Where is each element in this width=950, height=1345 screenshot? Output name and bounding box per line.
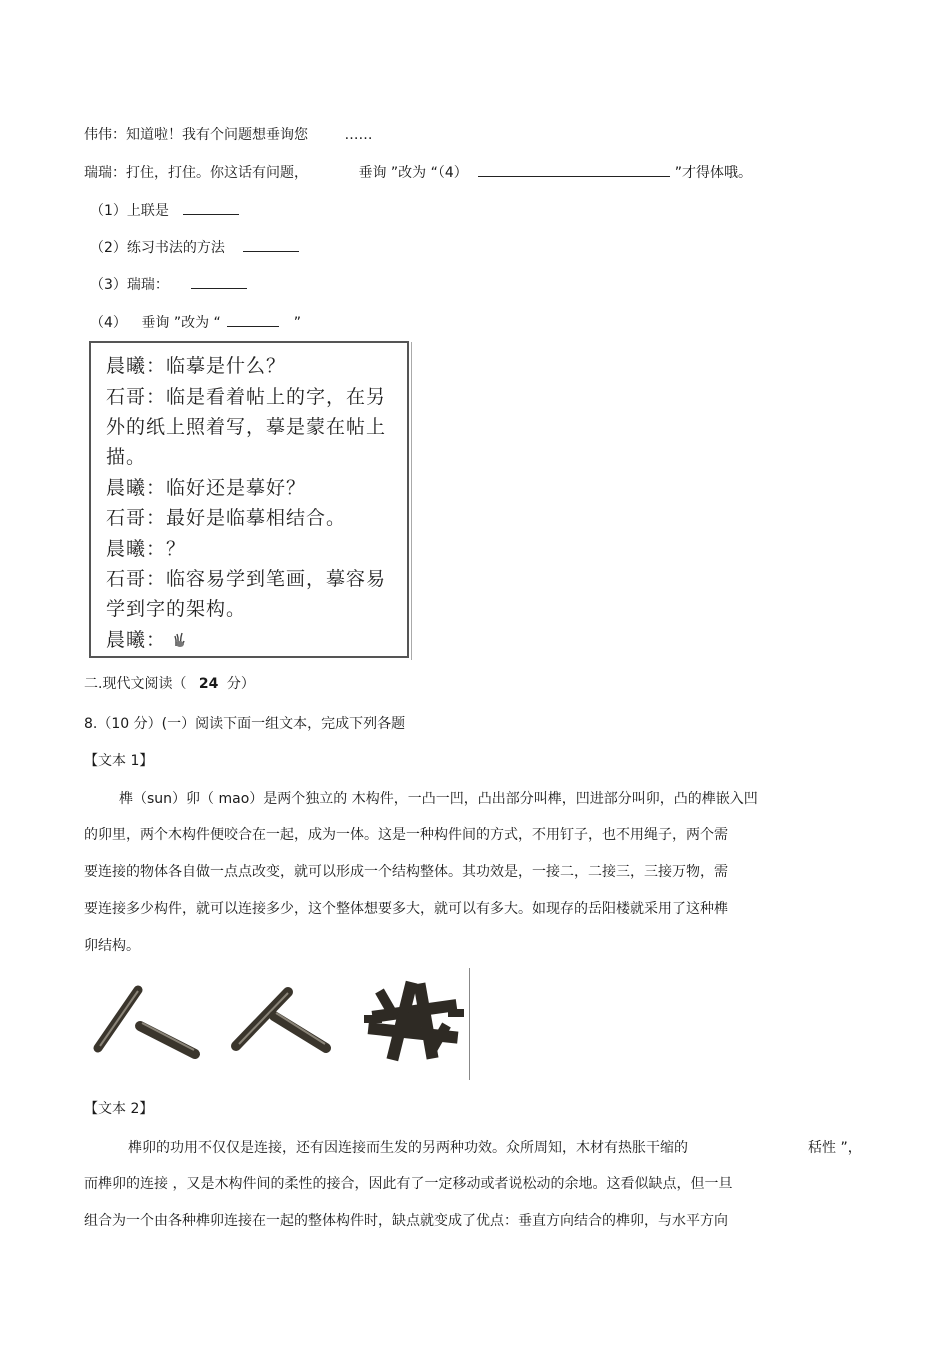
q7-item-3-label: （3）瑞瑞： xyxy=(90,277,169,293)
dialog-line: 石哥：临是看着帖上的字，在另 xyxy=(106,386,387,408)
q7-item-2-label: （2）练习书法的方法 xyxy=(90,240,225,256)
box-side-shadow xyxy=(411,342,412,660)
text1-label: 【文本 1】 xyxy=(84,753,154,769)
q7-item-2 xyxy=(90,237,299,257)
weiwei-text: 伟伟：知道啦！我有个问题想垂询您 xyxy=(84,127,308,143)
image-divider xyxy=(469,968,470,1080)
text1-paragraph-line: 的卯里，两个木构件便咬合在一起，成为一体。这是一种构件间的方式，不用钉子，也不用绳子，两个需 xyxy=(84,827,728,843)
q7-item-4-label-b: 垂询 ”改为 “ xyxy=(141,315,221,331)
dialog-speaker: 晨曦： xyxy=(106,629,167,651)
tenon-joined-image xyxy=(228,982,338,1062)
dialog-line: 石哥：最好是临摹相结合。 xyxy=(106,507,347,529)
dialog-line: 学到字的架构。 xyxy=(106,598,247,620)
q7-item-1-label: （1）上联是 xyxy=(90,203,169,219)
ruirui-text-b: 垂询 ”改为 “（4） xyxy=(358,165,468,181)
text2-paragraph-line: 而榫卯的连接 ，又是木构件间的柔性的接合，因此有了一定移动或者说松动的余地。这看似缺点，但一旦 xyxy=(84,1176,733,1192)
answer-blank-4-inline[interactable] xyxy=(478,162,670,177)
q7-item-3 xyxy=(90,274,247,294)
section-2-score: 24 xyxy=(198,676,219,692)
tenon-cluster-image xyxy=(362,975,467,1065)
tenon-separated-image xyxy=(90,982,205,1062)
text1-paragraph-line: 要连接多少构件，就可以连接多少，这个整体想要多大，就可以有多大。如现存的岳阳楼就采用了这种榫 xyxy=(84,901,728,917)
weiwei-ellipsis: …… xyxy=(344,127,373,143)
dialog-line: 外的纸上照着写，摹是蒙在帖上 xyxy=(106,416,387,438)
text2-label: 【文本 2】 xyxy=(84,1101,154,1117)
q7-item-1 xyxy=(90,200,239,220)
answer-blank-2[interactable] xyxy=(243,237,299,252)
text1-paragraph-line: 卯结构。 xyxy=(84,938,140,954)
text2-line-1-end: 秳性 ”， xyxy=(808,1140,862,1156)
dialog-line: 石哥：临容易学到笔画，摹容易 xyxy=(106,568,387,590)
hand-gesture-icon xyxy=(173,632,187,648)
dialog-line: 晨曦：？ xyxy=(106,538,187,560)
dialog-line-last xyxy=(106,625,187,652)
section-2-heading-a: 二.现代文阅读（ xyxy=(84,676,187,692)
answer-blank-1[interactable] xyxy=(183,200,239,215)
q8-header: 8.（10 分）(一）阅读下面一组文本，完成下列各题 xyxy=(84,716,406,732)
tenon-joined-drawing xyxy=(236,992,326,1048)
text2-paragraph-line: 组合为一个由各种榫卯连接在一起的整体构件时，缺点就变成了优点：垂直方向结合的榫卯，与水平方向 xyxy=(84,1213,728,1229)
tenon-cluster-drawing xyxy=(364,981,464,1062)
dialog-line: 晨曦：临好还是摹好？ xyxy=(106,477,307,499)
linmo-dialog-box xyxy=(89,341,409,658)
q7-item-4 xyxy=(90,312,301,332)
dialog-line: 描。 xyxy=(106,446,147,468)
dialog-line: 晨曦：临摹是什么？ xyxy=(106,355,287,377)
q7-item-4-label-c: ” xyxy=(293,315,301,331)
tenon-separated-drawing xyxy=(98,990,195,1054)
ruirui-text-a: 瑞瑞：打住，打住。你这话有问题， xyxy=(84,165,308,181)
text2-line-1-a: 榫卯的功用不仅仅是连接，还有因连接而生发的另两种功效。众所周知，木材有热胀干缩的 xyxy=(128,1140,688,1156)
q7-item-4-label-a: （4） xyxy=(90,315,127,331)
ruirui-line xyxy=(84,162,752,182)
ruirui-text-c: ”才得体哦。 xyxy=(674,165,752,181)
answer-blank-3[interactable] xyxy=(191,274,247,289)
answer-blank-4[interactable] xyxy=(227,312,279,327)
text2-line-1 xyxy=(128,1137,688,1157)
section-2-heading xyxy=(84,673,255,693)
text1-paragraph-line: 要连接的物体各自做一点点改变，就可以形成一个结构整体。其功效是，一接二，二接三，三接万物，需 xyxy=(84,864,728,880)
section-2-heading-b: 分） xyxy=(226,676,255,692)
text1-paragraph-line: 榫（sun）卯（ mao）是两个独立的 木构件，一凸一凹，凸出部分叫榫，凹进部分叫卯，凸的榫嵌入凹 xyxy=(119,791,758,807)
weiwei-line xyxy=(84,124,372,144)
